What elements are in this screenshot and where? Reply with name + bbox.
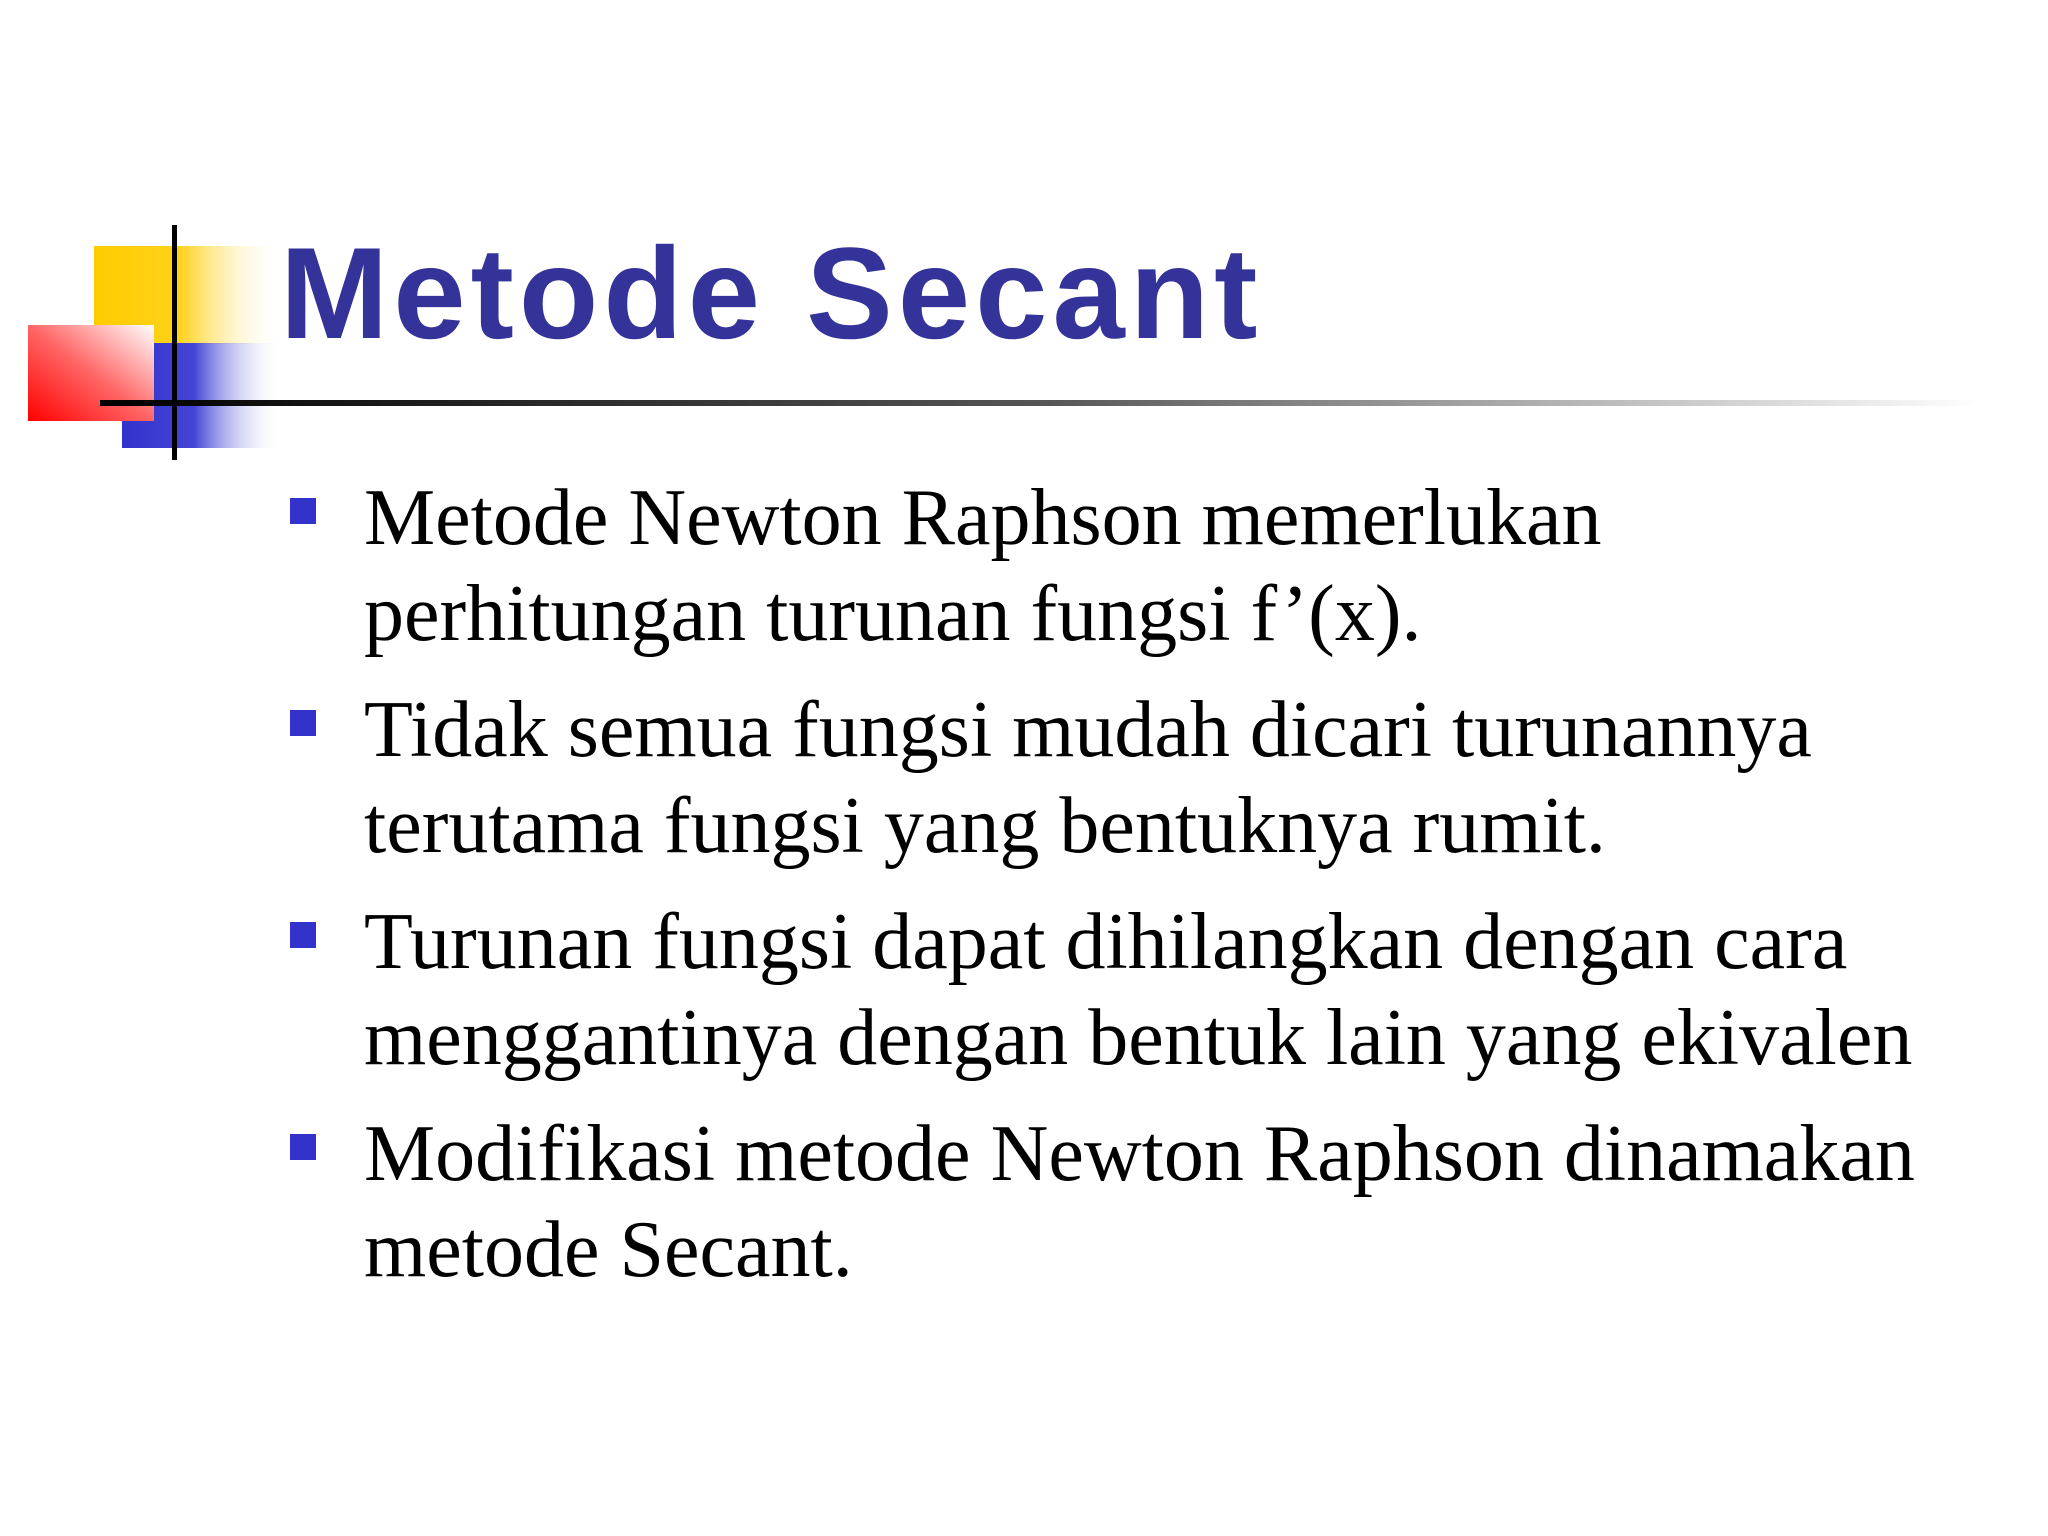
bullet-text [364,1106,1988,1298]
square-bullet-icon [290,710,316,736]
bullet-line: Tidak semua fungsi mudah dicari turunannya [364,686,1812,774]
square-bullet-icon [290,1134,316,1160]
bullet-line: terutama fungsi yang bentuknya rumit. [364,782,1606,870]
bullet-line: Modifikasi metode Newton Raphson dinamakan [364,1110,1915,1198]
square-bullet-icon [290,922,316,948]
bullet-line: perhitungan turunan fungsi f’(x). [364,570,1422,658]
red-square [28,325,154,421]
bullet-text [364,682,1988,874]
bullet-line: metode Secant. [364,1206,853,1294]
bullet-item [288,894,1988,1086]
bullet-line: Metode Newton Raphson memerlukan [364,474,1602,562]
bullet-text [364,894,1988,1086]
bullet-line: Turunan fungsi dapat dihilangkan dengan cara [364,898,1848,986]
square-bullet-icon [290,498,316,524]
slide-title: Metode Secant [280,220,1263,366]
bullet-list [288,470,1988,1318]
title-rule [100,400,1980,406]
bullet-item [288,1106,1988,1298]
vertical-rule [172,225,177,460]
bullet-line: menggantinya dengan bentuk lain yang ekivalen [364,994,1913,1082]
bullet-item [288,470,1988,662]
bullet-item [288,682,1988,874]
bullet-text [364,470,1988,662]
